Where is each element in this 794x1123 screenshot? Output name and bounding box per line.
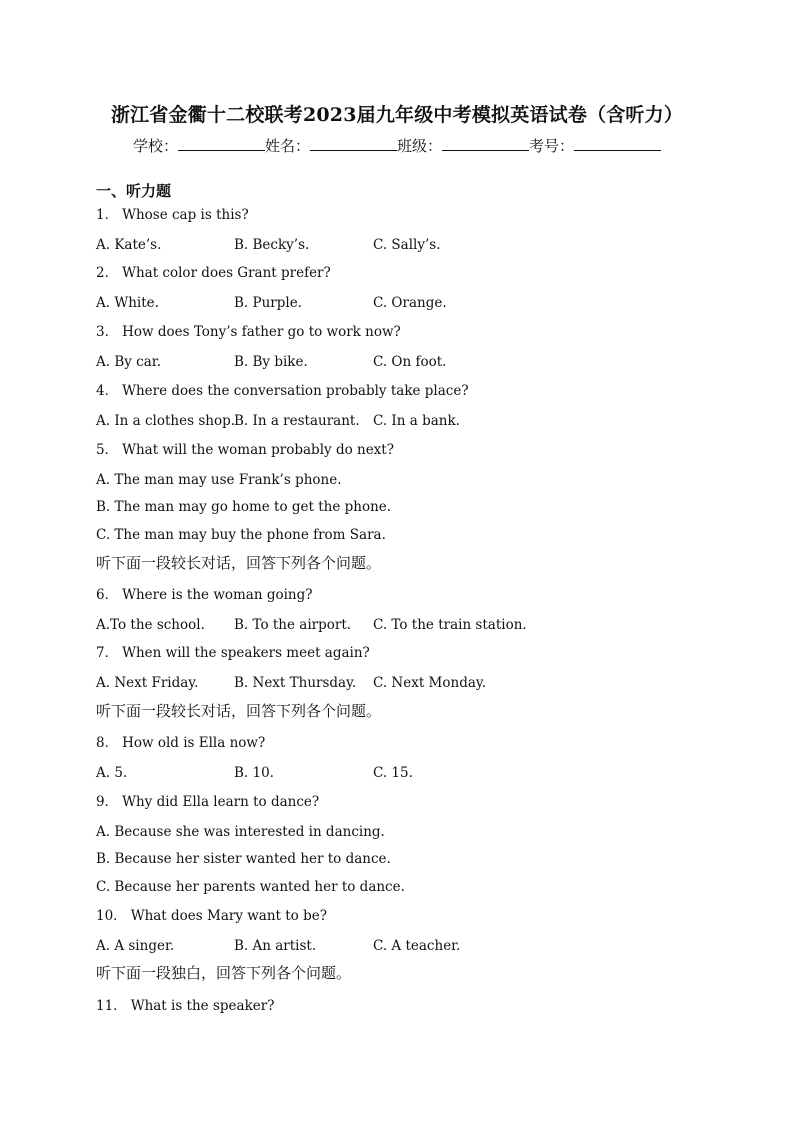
dialogue-instruction-2: 听下面一段较长对话，回答下列各个问题。 [96,702,382,720]
question-6-option-b: B. To the airport. [234,617,352,633]
name-label: 姓名： [264,137,310,155]
question-3-option-a: A. By car. [96,354,162,370]
question-2 [96,264,331,282]
question-number: 11． [96,998,127,1014]
question-number: 3． [96,324,119,340]
question-9-option-a: A. Because she was interested in dancing. [96,824,385,840]
question-8-option-a: A. 5. [96,765,128,781]
question-9-option-b: B. Because her sister wanted her to dance. [96,851,391,867]
exam-number-label: 考号： [529,137,575,155]
question-number: 1． [96,207,119,223]
question-4-option-a: A. In a clothes shop. [96,413,236,429]
question-10-option-b: B. An artist. [234,938,317,954]
question-7-option-c: C. Next Monday. [373,675,487,691]
question-9-option-c: C. Because her parents wanted her to dance. [96,879,405,895]
question-6 [96,586,313,604]
question-5-option-a: A. The man may use Frank’s phone. [96,472,342,488]
question-9 [96,793,319,811]
question-7-option-b: B. Next Thursday. [234,675,357,691]
school-blank[interactable] [178,134,265,151]
exam-number-blank[interactable] [574,134,661,151]
question-text: How old is Ella now? [122,735,266,751]
question-text: Whose cap is this? [122,207,249,223]
question-number: 10． [96,908,127,924]
page-title: 浙江省金衢十二校联考2023届九年级中考模拟英语试卷（含听力） [110,104,684,126]
question-text: When will the speakers meet again? [122,645,370,661]
class-label: 班级： [397,137,443,155]
question-8 [96,734,265,752]
question-number: 7． [96,645,119,661]
question-8-option-b: B. 10. [234,765,274,781]
student-info-line [0,134,794,157]
school-field [133,134,265,157]
question-text: Where does the conversation probably take place? [122,383,469,399]
question-text: What does Mary want to be? [130,908,327,924]
dialogue-instruction-1: 听下面一段较长对话，回答下列各个问题。 [96,554,382,572]
class-field [397,134,529,157]
question-10-option-c: C. A teacher. [373,938,461,954]
question-text: What color does Grant prefer? [122,265,331,281]
question-5-option-b: B. The man may go home to get the phone. [96,499,392,515]
question-1 [96,206,249,224]
question-4-option-b: B. In a restaurant. [234,413,360,429]
question-7-option-a: A. Next Friday. [96,675,199,691]
question-text: What is the speaker? [130,998,275,1014]
name-blank[interactable] [310,134,397,151]
question-2-option-c: C. Orange. [373,295,447,311]
question-10 [96,907,327,925]
question-11 [96,997,274,1015]
question-number: 9． [96,794,119,810]
section-title: 一、听力题 [96,182,172,200]
question-6-option-c: C. To the train station. [373,617,527,633]
question-7 [96,644,370,662]
exam-number-field [529,134,661,157]
question-number: 6． [96,587,119,603]
question-1-option-c: C. Sally’s. [373,237,441,253]
question-5-option-c: C. The man may buy the phone from Sara. [96,527,386,543]
question-text: What will the woman probably do next? [122,442,394,458]
question-text: Why did Ella learn to dance? [122,794,320,810]
name-field [265,134,397,157]
question-text: How does Tony’s father go to work now? [122,324,401,340]
question-3-option-b: B. By bike. [234,354,308,370]
question-2-option-b: B. Purple. [234,295,302,311]
question-3 [96,323,401,341]
question-text: Where is the woman going? [122,587,313,603]
question-4-option-c: C. In a bank. [373,413,460,429]
question-8-option-c: C. 15. [373,765,413,781]
question-5 [96,441,394,459]
question-number: 4． [96,383,119,399]
monologue-instruction: 听下面一段独白，回答下列各个问题。 [96,964,352,982]
question-2-option-a: A. White. [96,295,159,311]
question-10-option-a: A. A singer. [96,938,175,954]
question-number: 8． [96,735,119,751]
question-1-option-a: A. Kate’s. [96,237,162,253]
question-6-option-a: A.To the school. [96,617,205,633]
class-blank[interactable] [442,134,529,151]
school-label: 学校： [132,137,178,155]
question-number: 2． [96,265,119,281]
question-1-option-b: B. Becky’s. [234,237,310,253]
question-number: 5． [96,442,119,458]
question-4 [96,382,469,400]
question-3-option-c: C. On foot. [373,354,447,370]
